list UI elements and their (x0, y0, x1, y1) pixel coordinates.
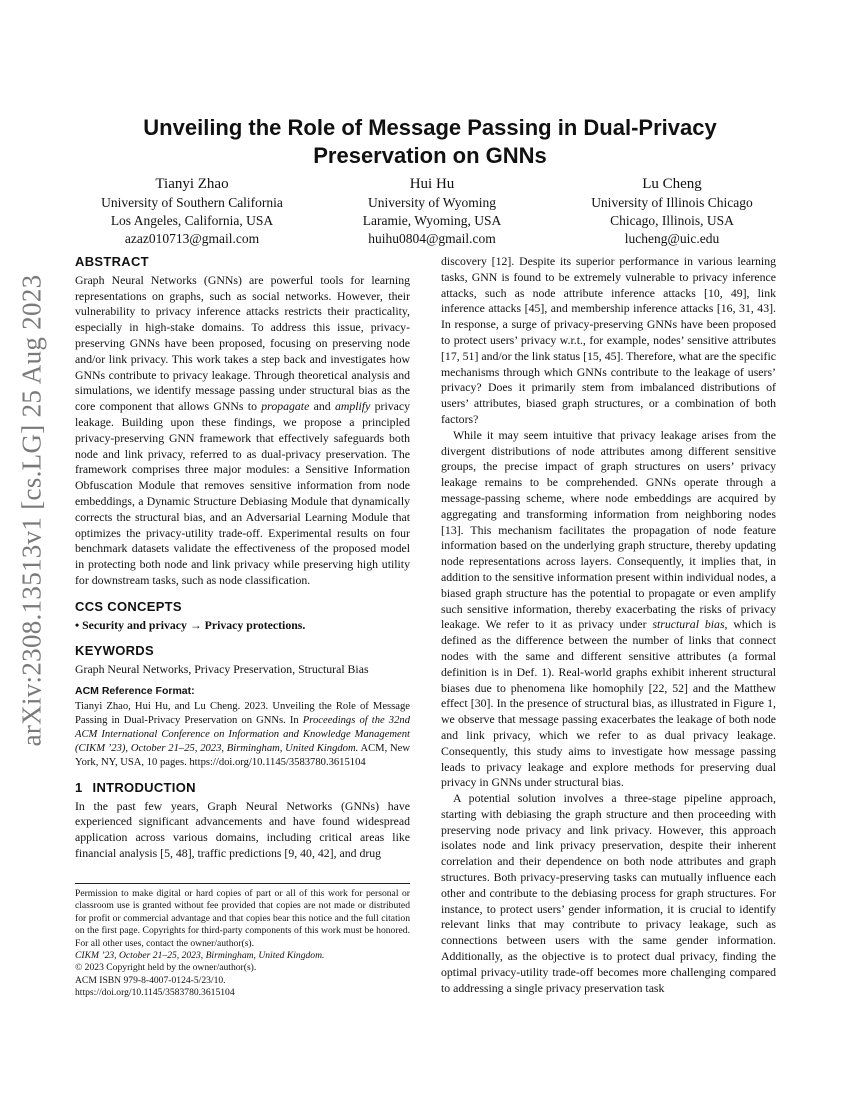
section-number: 1 (75, 779, 83, 795)
author-location: Chicago, Illinois, USA (610, 213, 734, 228)
author-card (72, 174, 312, 248)
footnote-copyright: © 2023 Copyright held by the owner/author(s). (75, 962, 257, 974)
author-affiliation: University of Wyoming (368, 195, 496, 210)
right-column (441, 254, 776, 996)
author-card (312, 174, 552, 248)
author-name: Tianyi Zhao (155, 176, 229, 192)
author-email: lucheng@uic.edu (624, 231, 720, 246)
author-email: huihu0804@gmail.com (368, 231, 496, 246)
body-paragraph: While it may seem intuitive that privacy leakage arises from the divergent distributions of node attributes among different sensitive groups, the precise impact of graph structures on users’ privacy leakage remains to be comprehended. GNNs operate through a message-passing scheme, where node embeddings are acquired by aggregating and transforming information from neighboring nodes [13]. This mechanism facilitates the propagation of node feature information based on the underlying graph structure, thereby updating node representations across layers. Consequently, it implies that, in addition to the sensitive information present within individual nodes, a biased graph structure has the potential to propagate or even amplify such sensitive information, thereby exacerbating the risks of privacy leakage. We refer to it as privacy under structural bias, which is defined as the difference between the number of links that connect nodes with the same and different sensitive attributes (a formal definition is in Def. 1). Real-world graphs exhibit inherent structural biases due to phenomena like homophily [22, 52] and the Matthew effect [30]. In the presence of structural bias, as illustrated in Figure 1, we observe that message passing exacerbates the leakage of both node and link privacy, which we refer to as dual privacy leakage. Consequently, this study aims to investigate how message passing leads to privacy leakage and explore methods for preserving dual privacy in GNNs under structural bias. (441, 427, 776, 790)
arxiv-identifier-text: arXiv:2308.13513v1 [cs.LG] 25 Aug 2023 (16, 274, 47, 746)
acm-reference-text: Tianyi Zhao, Hui Hu, and Lu Cheng. 2023. Unveiling the Role of Message Passing in Dual-Privacy Preservation on GNNs. In Proceedings of the 32nd ACM International Conference on Information and Knowledge Management (CIKM ’23), October 21–25, 2023, Birmingham, United Kingdom. ACM, New York, NY, USA, 10 pages. https://doi.org/10.1145/3583780.3615104 (75, 700, 411, 768)
arxiv-identifier-stamp (8, 274, 56, 746)
author-name: Hui Hu (409, 176, 455, 192)
author-affiliation: University of Southern California (101, 195, 283, 210)
abstract-text: Graph Neural Networks (GNNs) are powerful tools for learning representations on graphs, such as social networks. However, their vulnerability to privacy inference attacks restricts their practicality, especially in high-stake domains. To address this issue, privacy-preserving GNNs have been proposed, focusing on preserving node and/or link privacy. This work takes a step back and investigates how GNNs contribute to privacy leakage. Through theoretical analysis and simulations, we identify message passing under structural bias as the core component that allows GNNs to propagate and amplify privacy leakage. Building upon these findings, we propose a principled privacy-preserving GNN framework that effectively safeguards both node and link privacy, referred to as dual-privacy preservation. The framework comprises three major modules: a Sensitive Information Obfuscation Module that removes sensitive information from node embeddings, a Dynamic Structure Debiasing Module that dynamically corrects the structural bias, and an Adversarial Learning Module that optimizes the privacy-utility trade-off. Experimental results on four benchmark datasets validate the effectiveness of the proposed model in protecting both node and link privacy while preserving high utility for downstream tasks, such as node classification. (75, 272, 410, 587)
title-line-1: Unveiling the Role of Message Passing in Dual-Privacy (143, 115, 717, 140)
introduction-text: In the past few years, Graph Neural Networks (GNNs) have experienced significant advancements and have found widespread application across various domains, including critical areas like financial analysis [5, 48], traffic predictions [9, 40, 42], and drug (75, 798, 410, 860)
copyright-footnote (75, 883, 410, 1000)
body-paragraph: discovery [12]. Despite its superior performance in various learning tasks, GNN is found to be extremely vulnerable to privacy inference attacks, such as node attribute inference attacks [10, 49], link inference attacks [45], and membership inference attacks [16, 31, 43]. In response, a surge of privacy-preserving GNNs have been proposed to protect users’ privacy w.r.t., for example, nodes’ sensitive attributes [17, 51] and/or the link status [15, 45]. Therefore, what are the specific mechanisms through which GNNs contribute to the leakage of users’ privacy? Does it primarily stem from imbalanced distributions of users’ attributes, biased graph structures, or a combination of both factors? (441, 254, 776, 426)
body-paragraph: A potential solution involves a three-stage pipeline approach, starting with debiasing the graph structure and then proceeding with preserving node privacy and link privacy. However, this approach isolates node and link privacy preservation, despite their inherent correlation and their dependence on both node attributes and graph structures. Both privacy-preserving tasks can mutually influence each other and contribute to the debiasing process for graph structures. For instance, to protect users’ gender information, it is crucial to identify relevant links that may contribute to privacy leakage, such as connections between users with the same gender information. Additionally, as the objective is to protect dual privacy, finding the optimal privacy-utility trade-off becomes more challenging compared to addressing a single privacy preservation task (441, 791, 776, 995)
permission-notice: Permission to make digital or hard copies of part or all of this work for personal or classroom use is granted without fee provided that copies are not made or distributed for profit or commercial advantage and that copies bear this notice and the full citation on the first page. Copyrights for third-party components of this work must be honored. For all other uses, contact the owner/author(s). (75, 888, 410, 949)
title-line-2: Preservation on GNNs (313, 143, 547, 168)
author-affiliation: University of Illinois Chicago (591, 195, 753, 210)
paper-title (90, 114, 770, 170)
footnote-doi: https://doi.org/10.1145/3583780.3615104 (75, 987, 235, 999)
author-email: azaz010713@gmail.com (124, 231, 260, 246)
keywords-text: Graph Neural Networks, Privacy Preservation, Structural Bias (75, 662, 369, 677)
section-title: INTRODUCTION (92, 779, 196, 795)
acm-reference-heading: ACM Reference Format: (75, 684, 195, 697)
left-column (75, 254, 410, 862)
ccs-concepts-text: • Security and privacy → Privacy protections. (75, 617, 306, 632)
author-location: Laramie, Wyoming, USA (362, 213, 502, 228)
footnote-venue: CIKM ’23, October 21–25, 2023, Birmingham, United Kingdom. (75, 950, 325, 962)
author-card (552, 174, 792, 248)
abstract-heading: ABSTRACT (75, 254, 149, 269)
introduction-heading (75, 780, 410, 796)
author-name: Lu Cheng (642, 176, 702, 192)
ccs-concepts-heading: CCS CONCEPTS (75, 598, 182, 614)
author-location: Los Angeles, California, USA (110, 213, 274, 228)
keywords-heading: KEYWORDS (75, 643, 154, 659)
author-block (72, 174, 792, 244)
footnote-isbn: ACM ISBN 979-8-4007-0124-5/23/10. (75, 974, 226, 986)
